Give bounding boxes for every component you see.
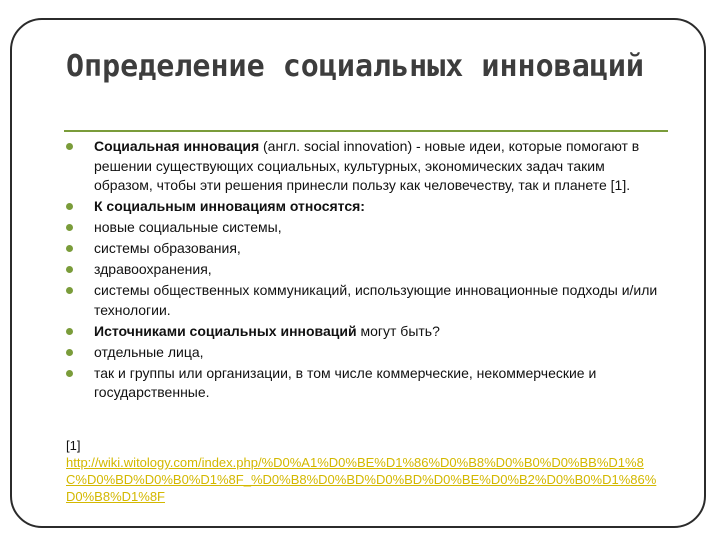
footnote [66,437,662,505]
footnote-marker: [1] [66,438,81,453]
bullet-dot-icon [66,287,73,294]
title-divider [64,130,668,132]
bullet-list [66,137,666,404]
bullet-bold-text: Источниками социальных инноваций [94,322,357,339]
bullet-text: здравоохранения, [94,261,212,277]
bullet-text: системы общественных коммуникаций, использующие инновационные подходы и/или технологии. [94,282,658,318]
bullet-dot-icon [66,328,73,335]
bullet-bold-text: К социальным инновациям относятся: [94,198,365,214]
bullet-text: могут быть? [356,322,440,339]
list-item [66,137,666,196]
bullet-dot-icon [66,370,73,377]
bullet-bold-text: Социальная инновация [94,138,260,154]
bullet-text: так и группы или организации, в том числе коммерческие, некоммерческие и государственные. [94,364,597,400]
bullet-text: системы образования, [94,240,241,256]
bullet-dot-icon [66,203,73,210]
list-item [66,364,666,403]
list-item [66,322,666,342]
list-item [66,239,666,259]
bullet-text: отдельные лица, [94,343,204,360]
list-item [66,281,666,320]
list-item [66,260,666,280]
bullet-dot-icon [66,266,73,273]
bullet-dot-icon [66,224,73,231]
bullet-text: (англ. social innovation) - новые идеи, которые помогают в решении существующих социальных, культурных, экономических задач таким образом, чтобы эти решения принесли пользу как человечеству, так и планете [1]. [94,138,640,193]
bullet-text: новые социальные системы, [94,219,282,235]
bullet-dot-icon [66,349,73,356]
list-item [66,218,666,238]
footnote-link[interactable]: http://wiki.witology.com/index.php/%D0%A1%D0%BE%D1%86%D0%B8%D0%B0%D0%BB%D1%8C%D0%BD%D0%B0%D1%8F_%D0%B8%D0%BD%D0%BD%D0%BE%D0%B2%D0%B0%D1%86%D0%B8%D1%8F [66,455,657,504]
bullet-dot-icon [66,245,73,252]
bullet-dot-icon [66,143,73,150]
list-item [66,197,666,217]
slide-title: Определение социальных инноваций [66,49,644,84]
list-item [66,343,666,363]
